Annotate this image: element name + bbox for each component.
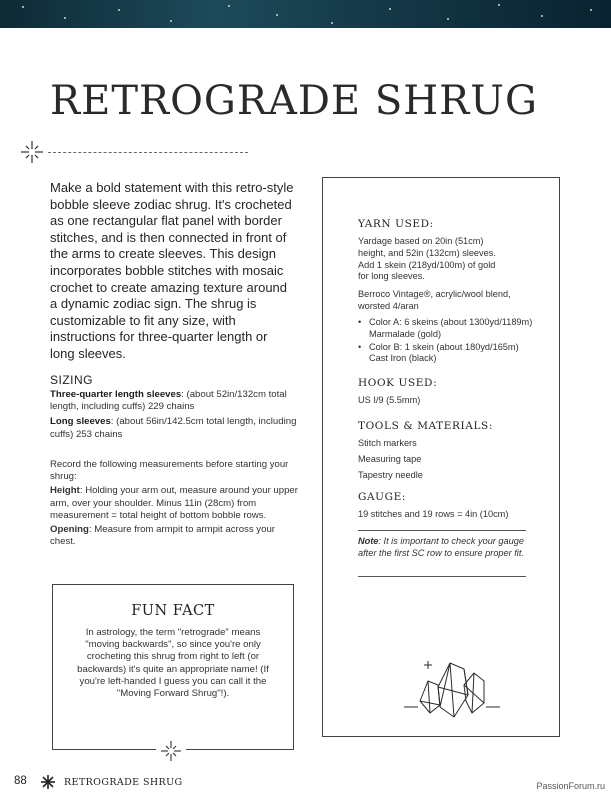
height-label: Height xyxy=(50,485,80,497)
list-item: • Color B: 1 skein (about 180yd/165m) Cast Iron (black) xyxy=(358,342,533,366)
tools-heading: TOOLS & MATERIALS: xyxy=(358,420,493,432)
sparkle-icon xyxy=(156,740,186,762)
tool-item: Measuring tape xyxy=(358,454,422,464)
footer-title: RETROGRADE SHRUG xyxy=(64,777,183,788)
opening-label: Opening xyxy=(50,524,89,536)
tool-item: Tapestry needle xyxy=(358,470,423,480)
sparkle-icon xyxy=(20,140,44,164)
note-top-rule xyxy=(358,530,526,531)
long-sleeves-text: : (about 56in/142.5cm total length, including cuffs) 253 chains xyxy=(50,416,297,440)
fun-fact-title: FUN FACT xyxy=(131,603,215,619)
yarn-brand: Berroco Vintage®, acrylic/wool blend, worsted 4/aran xyxy=(358,289,511,311)
tool-item: Stitch markers xyxy=(358,438,417,448)
record-intro: Record the following measurements before starting your shrug: xyxy=(50,459,289,483)
yarn-colors xyxy=(358,317,533,366)
yarn-yardage: Yardage based on 20in (51cm) height, and 52in (132cm) sleeves. Add 1 skein (218yd/100m) of gold for long sleeves. xyxy=(358,236,496,282)
page-title: RETROGRADE SHRUG xyxy=(50,78,538,124)
hook-text: US I/9 (5.5mm) xyxy=(358,395,421,405)
crystal-cluster-icon xyxy=(404,655,500,719)
note-body: : It is important to check your gauge after the first SC row to ensure proper fit. xyxy=(358,536,524,558)
note-label: Note xyxy=(358,536,379,546)
list-item: • Color A: 6 skeins (about 1300yd/1189m) Marmalade (gold) xyxy=(358,317,533,341)
three-quarter-label: Three-quarter length sleeves xyxy=(50,389,182,400)
height-text: : Holding your arm out, measure around your upper arm, over your shoulder. Minus 11in (28cm) from measurement = total height of bottom bobble rows. xyxy=(50,485,298,521)
three-quarter-text: : (about 52in/132cm total length, including cuffs) 229 chains xyxy=(50,389,287,413)
fun-fact-sparkle xyxy=(156,740,186,762)
gauge-text: 19 stitches and 19 rows = 4in (10cm) xyxy=(358,509,509,519)
dashed-divider xyxy=(48,152,248,153)
sizing-section xyxy=(50,389,300,444)
note-text xyxy=(358,536,533,560)
materials-box xyxy=(322,177,560,737)
gauge-heading: GAUGE: xyxy=(358,491,407,503)
fun-fact-box xyxy=(52,584,294,750)
long-sleeves-label: Long sleeves xyxy=(50,416,111,428)
starry-sky-banner xyxy=(0,0,611,28)
sizing-heading: SIZING xyxy=(50,373,94,387)
watermark: PassionForum.ru xyxy=(536,781,605,791)
fun-fact-text: In astrology, the term "retrograde" means "moving backwards", so since you're only crocheting this shrug from right to left (or backwards) it's quite an appropriate name! (If you're left-handed I guess you can call it the "Moving Forward Shrug"!). xyxy=(77,627,269,700)
hook-heading: HOOK USED: xyxy=(358,377,438,389)
opening-text: : Measure from armpit to armpit across your chest. xyxy=(50,524,275,548)
measurements-section xyxy=(50,459,302,548)
intro-paragraph: Make a bold statement with this retro-style bobble sleeve zodiac shrug. It's crocheted as one rectangular flat panel with border stitches, and is then connected in front of the arms to create sleeves. This design incorporates bobble stitches with mosaic crochet to create amazing texture around a dynamic zodiac sign. The shrug is customizable to fit any size, with instructions for three-quarter length or long sleeves. xyxy=(50,180,294,361)
star-burst-icon xyxy=(40,774,56,790)
yarn-heading: YARN USED: xyxy=(358,218,434,230)
page-number: 88 xyxy=(14,775,27,787)
note-bottom-rule xyxy=(358,576,526,577)
